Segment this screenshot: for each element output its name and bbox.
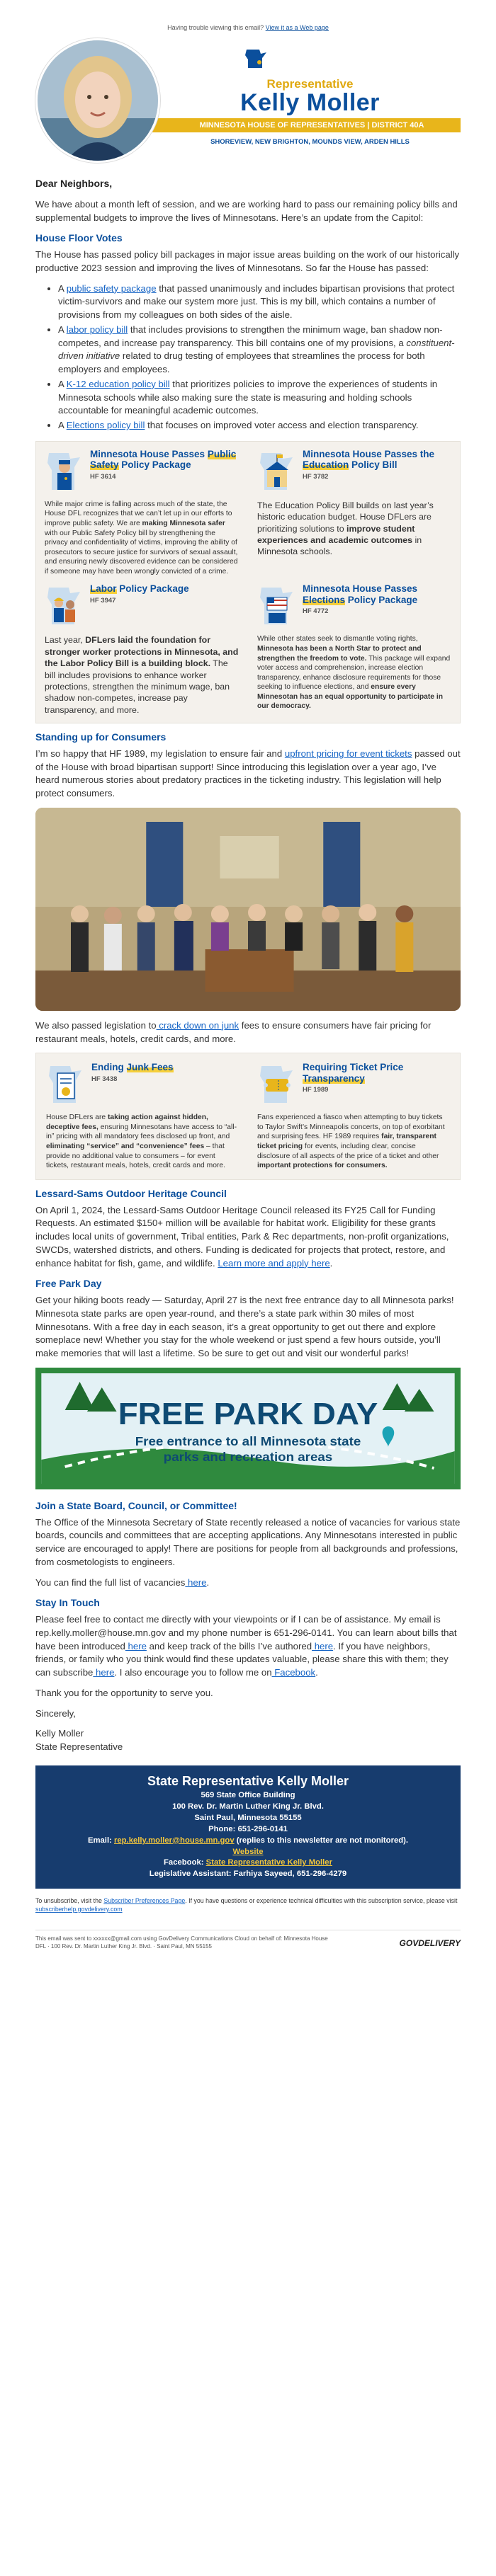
bills-introduced-link[interactable]: here (125, 1640, 147, 1651)
group-photo-image (35, 808, 461, 1011)
footer-title: State Representative Kelly Moller (147, 1773, 349, 1788)
card-ticket-transparency: Requiring Ticket Price Transparency HF 1989 Fans experienced a fiasco when attempting to buy tickets to Taylor Swift’s Minneapolis concerts, on top of exorbitant and surprising fees. HF 1989 requires fair, transparent ticket pricing for events, including clear, concise disclosure of all aspects of the price of a ticket and other important protections for consumers. (257, 1062, 450, 1170)
card-elections: Minnesota House Passes Elections Policy Package HF 4772 While other states seek to dismantle voting rights, Minnesota has been a North Star to protect and strengthen the freedom to vote. This package will expand voter access and comprehension, increase election transparency, enhance disclosure requirements for those seeking to influence elections, and ensure every Minnesotan has an equal opportunity to participate in our democracy. (257, 583, 451, 711)
facebook-link[interactable]: Facebook (271, 1667, 316, 1678)
hf-number: HF 3947 (90, 596, 116, 605)
card-body: While other states seek to dismantle voting rights, Minnesota has been a North Star to protect and strengthen the freedom to vote. This package will expand voter access and comprehension, increase election transparency, enhance disclosure requirements for those seeking to influence elections, and ensure every Minnesotan has an equal opportunity to participate in our democracy. (257, 635, 451, 711)
vacancies-paragraph: You can find the full list of vacancies here. (35, 1576, 210, 1588)
bills-list (35, 282, 461, 433)
contact-footer (35, 1765, 461, 1889)
bill-item-education: • A K-12 education policy bill that prioritizes policies to improve the experiences of students in Minnesota schools while also making sure the state is measuring and holding schools accountable for meaningful academic outcomes. (58, 378, 461, 418)
contact-paragraph: Please feel free to contact me directly with your viewpoints or if I can be of assistance. My email is rep.kelly.moller@house.mn.gov and my phone number is 651-296-0141. You can learn about bills that have been introduced here and keep track of the bills I’ve authored here. If you have neighbors, friends, or family who you think would find these updates valuable, please share this with them; they can subscribe here. I also encourage you to follow me on Facebook. (35, 1614, 457, 1678)
free-park-day-banner (35, 1368, 461, 1489)
ballot-flag-icon (257, 583, 297, 629)
footer-website-link[interactable]: Website (232, 1847, 264, 1856)
minnesota-state-icon (244, 48, 268, 69)
footer-facebook-line: Facebook: State Representative Kelly Moller (164, 1858, 332, 1867)
district-cities: SHOREVIEW, NEW BRIGHTON, MOUNDS VIEW, ARDEN HILLS (210, 138, 410, 146)
unsubscribe-notice: To unsubscribe, visit the Subscriber Preferences Page. If you have questions or experience technical difficulties with this subscription service, please visit subscriberhelp.govdelivery.com (35, 1896, 458, 1913)
thanks-line: Thank you for the opportunity to serve you. (35, 1687, 213, 1698)
card-education: Minnesota House Passes the Education Policy Bill HF 3782 The Education Policy Bill builds on last year’s historic education budget. House DFLers are prioritizing solutions to improve student experiences and academic outcomes in Minnesota schools. (257, 449, 451, 577)
intro-paragraph: We have about a month left of session, and we are working hard to pass our remaining policy bills and supplemental budgets to improve the lives of Minnesotans. Here’s an update from the Capitol: (35, 198, 458, 223)
card-body: While major crime is falling across much of the state, the House DFL recognizes that we can’t let up in our efforts to improve public safety. We are making Minnesota safer with our Public Safety Policy bill by strengthening the privacy and confidentiality of victims, improving the ability of prosecutors to secure justice for survivors of sexual assault, and ensuring newly discovered evidence can be considered if someone may have been wrongly convicted of a crime. (45, 500, 238, 576)
card-public-safety: Minnesota House Passes Public Safety Policy Package HF 3614 While major crime is falling across much of the state, the House DFL recognizes that we can’t let up in our efforts to improve public safety. We are making Minnesota safer with our Public Safety Policy bill by strengthening the privacy and confidentiality of victims, improving the ability of prosecutors to secure justice for survivors of sexual assault, and ensuring newly discovered evidence can be considered if someone may have been wrongly convicted of a crime. (45, 448, 238, 576)
rep-portrait (35, 38, 160, 163)
newsletter-body (35, 177, 461, 1950)
vacancies-link[interactable]: here (185, 1576, 207, 1588)
k12-education-link[interactable]: K-12 education policy bill (66, 378, 170, 389)
heritage-apply-link[interactable]: Learn more and apply here (218, 1257, 330, 1269)
ticket-icon (257, 1062, 297, 1107)
greeting: Dear Neighbors, (35, 178, 113, 189)
banner-title: FREE PARK DAY (118, 1395, 378, 1431)
bill-item-elections: • A Elections policy bill that focuses on improved voter access and election transparency. (58, 419, 461, 433)
receipt-icon (46, 1062, 86, 1107)
card-junk-fees: Ending Junk Fees HF 3438 House DFLers are taking action against hidden, deceptive fees, ensuring Minnesotans have access to “all-in” pricing with all mandatory fees disclosed up front, and eliminating “service” and “convenience” fees – that provide no additional value to consumers – for event tickets, restaurant meals, hotels, credit cards and more. (46, 1062, 239, 1170)
district-banner: MINNESOTA HOUSE OF REPRESENTATIVES | DISTRICT 40A (106, 118, 461, 132)
card-body: The Education Policy Bill builds on last year’s historic education budget. House DFLers are prioritizing solutions to improve student experiences and academic outcomes in Minnesota schools. (257, 500, 434, 557)
footer-address-1: 569 State Office Building (201, 1791, 295, 1800)
govdelivery-logo: GOVDELIVERY (399, 1937, 461, 1948)
footer-facebook-link[interactable]: State Representative Kelly Moller (205, 1858, 332, 1867)
consumer-graphics-grid (35, 1053, 461, 1179)
heritage-paragraph: On April 1, 2024, the Lessard-Sams Outdoor Heritage Council released its FY25 Call for Funding Requests. An estimated $150+ million will be available for habitat work. Eligibility for these grants includes local units of government, Tribal entities, Park & Rec departments, non-profit organizations, SWCDs, watershed districts, and others. Funding is dedicated for projects that protect, restore, and enhance habitat for fish, game, and wildlife. Learn more and apply here. (35, 1204, 449, 1269)
bill-item-labor: • A labor policy bill that includes provisions to strengthen the minimum wage, ban shadow non-competes, and increase pay transparency. This bill contains one of my provisions, a constituent-driven initiative related to drug testing of employees that streamlines the process for both employers and employees. (58, 324, 461, 377)
bottom-bar (35, 1930, 461, 1951)
top-notice (35, 0, 461, 34)
hf-number: HF 3614 (90, 472, 116, 481)
rep-name: Kelly Moller (240, 89, 380, 116)
school-building-icon (257, 449, 297, 494)
subscribe-link[interactable]: here (93, 1667, 115, 1678)
portrait-photo (38, 40, 158, 161)
subscriber-preferences-link[interactable]: Subscriber Preferences Page (103, 1896, 186, 1904)
footer-details (43, 1790, 453, 1880)
footer-address-2: 100 Rev. Dr. Martin Luther King Jr. Blvd. (172, 1802, 324, 1811)
view-web-link[interactable]: View it as a Web page (265, 24, 329, 31)
email-container (35, 0, 461, 1950)
card-body: Fans experienced a fiasco when attempting to buy tickets to Taylor Swift’s Minneapolis concerts, on top of exorbitant and surprising fees. HF 1989 requires fair, transparent ticket pricing for events, including clear, concise disclosure of all aspects of the price of a ticket and other important protections for consumers. (257, 1114, 445, 1170)
card-body: House DFLers are taking action against hidden, deceptive fees, ensuring Minnesotans have access to “all-in” pricing with all mandatory fees disclosed up front, and eliminating “service” and “convenience” fees – that provide no additional value to consumers – for event tickets, restaurant meals, hotels, credit cards and more. (46, 1114, 237, 1170)
signature-name: Kelly Moller (35, 1728, 84, 1739)
banner-subtitle-1: Free entrance to all Minnesota state (135, 1433, 361, 1448)
footer-phone: Phone: 651-296-0141 (208, 1824, 288, 1833)
support-link[interactable]: subscriberhelp.govdelivery.com (35, 1905, 123, 1913)
floor-intro: The House has passed policy bill packages in major issue areas building on the work of our historically productive 2023 session and improving the lives of Minnesotans. So far the House has passed: (35, 249, 460, 273)
section-heading-stay-in-touch: Stay In Touch (35, 1597, 100, 1609)
park-day-paragraph: Get your hiking boots ready — Saturday, April 27 is the next free entrance day to all Minnesota parks! Minnesota state parks are open year-round, and there’s a state park within 30 miles of most Minnesotans. With a free day in each season, it’s a great opportunity to get out there and explore someplace new! Whether you stay for the whole weekend or just spend a few hours outside, you’ll make memories that will last a lifetime. So be sure to get out and visit our wonderful parks! (35, 1295, 454, 1359)
sent-to-text: This email was sent to xxxxxx@gmail.com using GovDelivery Communications Cloud on behalf of: Minnesota House DFL · 100 Rev. Dr. Martin Luther King Jr. Blvd. · Saint Paul, MN 55155 (35, 1935, 328, 1950)
card-labor: Labor Policy Package HF 3947 Last year, DFLers laid the foundation for stronger worker protections in Minnesota, and the Labor Policy Bill is a building block. The bill includes provisions to enhance worker protections, strengthen the minimum wage, ban shadow non-competes, increase pay transparency, and more. (45, 583, 239, 715)
section-heading-floor-votes: House Floor Votes (35, 232, 123, 244)
signature-title: State Representative (35, 1741, 123, 1753)
capitol-group-photo (35, 808, 461, 1011)
bill-item-public-safety: • A public safety package that passed unanimously and includes bipartisan provisions that protect victim-survivors and make our system more just. This is my bill, which contains a number of provisions from my colleagues on both sides of the aisle. (58, 282, 461, 322)
police-officer-icon (45, 449, 84, 494)
labor-policy-link[interactable]: labor policy bill (66, 324, 128, 335)
footer-email-link[interactable]: rep.kelly.moller@house.mn.gov (113, 1836, 235, 1845)
junk-fees-paragraph: We also passed legislation to crack down on junk fees to ensure consumers have fair pricing for restaurant meals, hotels, credit cards, and more. (35, 1019, 432, 1044)
sincerely-line: Sincerely, (35, 1707, 76, 1719)
bill-graphics-grid (35, 441, 461, 723)
ticket-pricing-link[interactable]: upfront pricing for event tickets (284, 748, 412, 759)
junk-fees-link[interactable]: crack down on junk (156, 1019, 239, 1031)
hf-number: HF 3782 (303, 472, 329, 481)
section-heading-boards: Join a State Board, Council, or Committee! (35, 1499, 237, 1511)
hf-number: HF 3438 (91, 1075, 118, 1083)
banner-subtitle-2: parks and recreation areas (163, 1449, 333, 1464)
workers-icon (45, 583, 84, 629)
newsletter-header (35, 38, 461, 177)
consumers-paragraph: I’m so happy that HF 1989, my legislation to ensure fair and upfront pricing for event tickets passed out of the House with broad bipartisan support! Since introducing this legislation over a year ago, I’ve heard numerous stories about predatory practices in the ticketing industry. This legislation will help protect consumers. (35, 748, 461, 799)
public-safety-link[interactable]: public safety package (66, 282, 157, 294)
rep-label: Representative (266, 77, 354, 91)
bills-authored-link[interactable]: here (312, 1640, 334, 1651)
elections-policy-link[interactable]: Elections policy bill (66, 420, 145, 431)
section-heading-park-day: Free Park Day (35, 1278, 102, 1290)
footer-assistant: Legislative Assistant: Farhiya Sayeed, 651-296-4279 (149, 1870, 347, 1879)
hf-number: HF 1989 (303, 1086, 329, 1094)
footer-address-3: Saint Paul, Minnesota 55155 (194, 1814, 302, 1823)
footer-email-line: Email: rep.kelly.moller@house.mn.gov (replies to this newsletter are not monitored). (87, 1836, 409, 1845)
section-heading-heritage: Lessard-Sams Outdoor Heritage Council (35, 1187, 227, 1199)
card-body: Last year, DFLers laid the foundation for stronger worker protections in Minnesota, and the Labor Policy Bill is a building block. The bill includes provisions to enhance worker protections, strengthen the minimum wage, ban shadow non-competes, increase pay transparency, and more. (45, 635, 239, 715)
section-heading-consumers: Standing up for Consumers (35, 731, 167, 743)
boards-paragraph: The Office of the Minnesota Secretary of State recently released a notice of vacancies for various state boards, councils and committees that are accepting applications. Any Minnesotans interested in public service are encouraged to apply! There are positions for people from all backgrounds and professions, from cosmetologists to engineers. (35, 1516, 461, 1567)
hf-number: HF 4772 (303, 607, 329, 616)
trouble-text: Having trouble viewing this email? (167, 24, 264, 31)
park-banner-graphic (35, 1368, 461, 1489)
